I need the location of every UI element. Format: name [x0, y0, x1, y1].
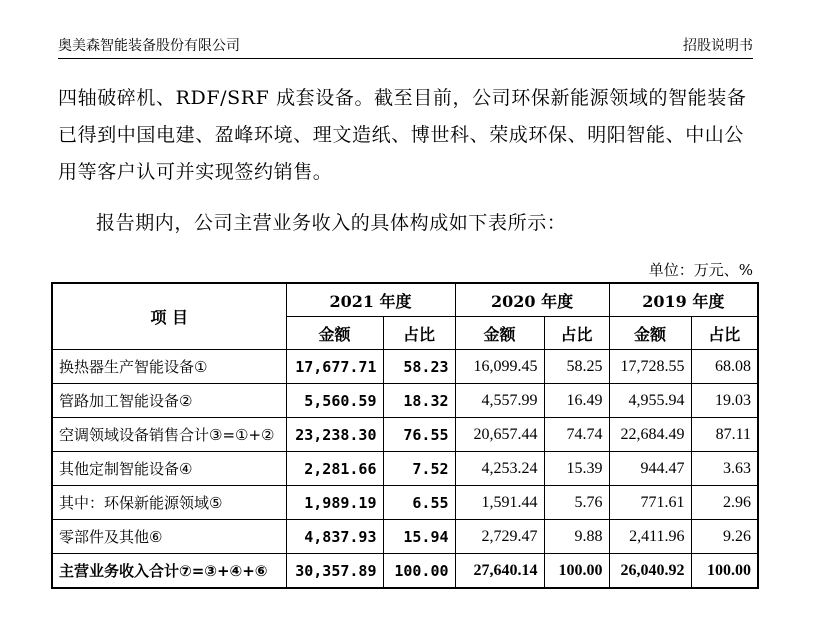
page-header [58, 34, 753, 59]
cell-share-2021: 6.55 [383, 486, 455, 520]
cell-share-2020: 5.76 [544, 486, 609, 520]
cell-share-2021: 15.94 [383, 520, 455, 554]
table-row [52, 486, 758, 520]
cell-amount-2021: 1,989.19 [286, 486, 383, 520]
paragraph-customers: 四轴破碎机、RDF/SRF 成套设备。截至目前，公司环保新能源领域的智能装备已得到中国电建、盈峰环境、理文造纸、博世科、荣成环保、明阳智能、中山公用等客户认可并实现签约销售。 [58, 87, 747, 183]
cell-amount-2020: 27,640.14 [455, 554, 544, 589]
cell-amount-2021: 2,281.66 [286, 452, 383, 486]
cell-amount-2020: 16,099.45 [455, 350, 544, 384]
cell-amount-2021: 30,357.89 [286, 554, 383, 589]
document-type: 招股说明书 [683, 38, 753, 54]
amount-header-2019: 金额 [609, 317, 691, 350]
table-row [52, 350, 758, 384]
cell-share-2021: 18.32 [383, 384, 455, 418]
cell-amount-2019: 22,684.49 [609, 418, 691, 452]
cell-share-2020: 9.88 [544, 520, 609, 554]
year-header-2019: 2019 年度 [609, 283, 758, 317]
row-label: 主营业务收入合计⑦=③+④+⑥ [52, 554, 286, 589]
cell-share-2021: 7.52 [383, 452, 455, 486]
company-name: 奥美森智能装备股份有限公司 [58, 38, 240, 54]
cell-amount-2020: 4,557.99 [455, 384, 544, 418]
cell-share-2021: 100.00 [383, 554, 455, 589]
cell-share-2020: 58.25 [544, 350, 609, 384]
share-header-2021: 占比 [383, 317, 455, 350]
row-label: 空调领域设备销售合计③=①+② [52, 418, 286, 452]
year-header-2020: 2020 年度 [455, 283, 609, 317]
cell-amount-2019: 17,728.55 [609, 350, 691, 384]
amount-header-2021: 金额 [286, 317, 383, 350]
cell-share-2019: 100.00 [691, 554, 758, 589]
cell-amount-2020: 4,253.24 [455, 452, 544, 486]
share-header-2019: 占比 [691, 317, 758, 350]
item-header: 项 目 [52, 283, 286, 350]
row-label: 零部件及其他⑥ [52, 520, 286, 554]
cell-amount-2019: 944.47 [609, 452, 691, 486]
share-header-2020: 占比 [544, 317, 609, 350]
paragraph-table-intro: 报告期内，公司主营业务收入的具体构成如下表所示： [96, 212, 567, 234]
cell-share-2019: 9.26 [691, 520, 758, 554]
cell-share-2021: 58.23 [383, 350, 455, 384]
cell-share-2020: 15.39 [544, 452, 609, 486]
cell-amount-2020: 2,729.47 [455, 520, 544, 554]
row-label: 管路加工智能设备② [52, 384, 286, 418]
cell-amount-2019: 26,040.92 [609, 554, 691, 589]
row-label: 换热器生产智能设备① [52, 350, 286, 384]
cell-amount-2021: 4,837.93 [286, 520, 383, 554]
cell-share-2019: 87.11 [691, 418, 758, 452]
cell-share-2020: 100.00 [544, 554, 609, 589]
table-row-total [52, 554, 758, 589]
cell-share-2021: 76.55 [383, 418, 455, 452]
cell-amount-2019: 771.61 [609, 486, 691, 520]
amount-header-2020: 金额 [455, 317, 544, 350]
year-header-2021: 2021 年度 [286, 283, 455, 317]
row-label: 其中：环保新能源领域⑤ [52, 486, 286, 520]
cell-amount-2021: 23,238.30 [286, 418, 383, 452]
cell-amount-2020: 20,657.44 [455, 418, 544, 452]
cell-share-2020: 16.49 [544, 384, 609, 418]
cell-amount-2021: 5,560.59 [286, 384, 383, 418]
cell-share-2019: 68.08 [691, 350, 758, 384]
row-label: 其他定制智能设备④ [52, 452, 286, 486]
cell-amount-2020: 1,591.44 [455, 486, 544, 520]
table-row [52, 418, 758, 452]
table-row [52, 384, 758, 418]
cell-amount-2021: 17,677.71 [286, 350, 383, 384]
cell-share-2020: 74.74 [544, 418, 609, 452]
cell-share-2019: 3.63 [691, 452, 758, 486]
revenue-composition-table [51, 282, 759, 589]
cell-amount-2019: 4,955.94 [609, 384, 691, 418]
unit-label: 单位：万元、% [648, 261, 753, 279]
table-row [52, 520, 758, 554]
cell-amount-2019: 2,411.96 [609, 520, 691, 554]
table-row [52, 452, 758, 486]
cell-share-2019: 19.03 [691, 384, 758, 418]
cell-share-2019: 2.96 [691, 486, 758, 520]
